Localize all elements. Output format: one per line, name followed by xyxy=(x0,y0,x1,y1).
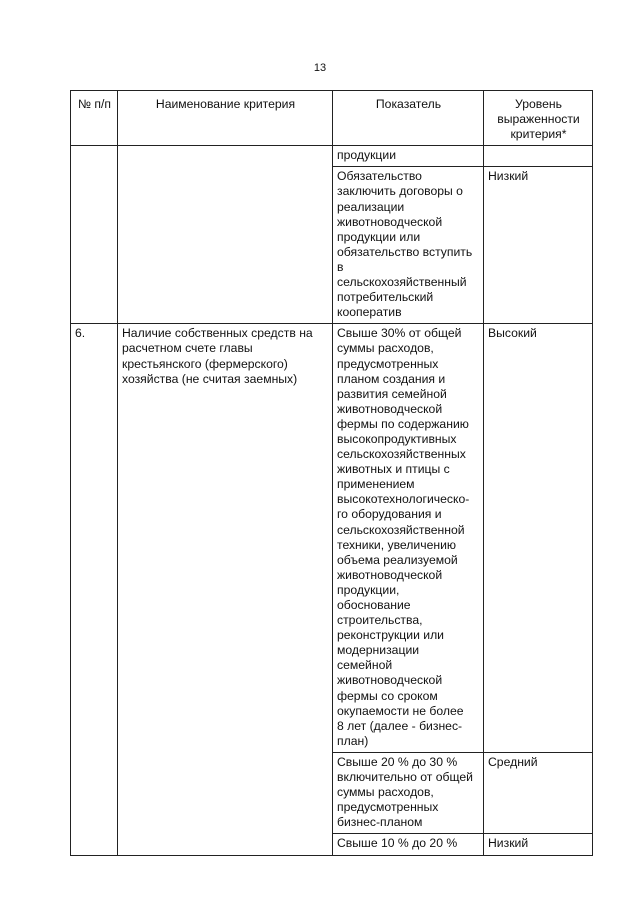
header-num: № п/п xyxy=(71,91,118,146)
text-line: применением xyxy=(337,477,415,492)
table-header-row xyxy=(71,91,593,146)
text-line: продукции, xyxy=(337,582,400,597)
header-level xyxy=(484,91,593,146)
text-line: объема реализуемой xyxy=(337,552,458,567)
text-line: животноводческой xyxy=(337,567,443,582)
text-line: продукции или xyxy=(337,229,421,244)
text-line: в xyxy=(337,259,344,274)
page-number: 13 xyxy=(313,62,327,74)
text-line: животноводческой xyxy=(337,401,443,416)
cell-num: 6. xyxy=(71,324,118,855)
text-line: фермы по содержанию xyxy=(337,416,469,431)
text-line: заключить договоры о xyxy=(337,184,463,199)
text-line: потребительский xyxy=(337,290,434,305)
cell-num-empty xyxy=(71,146,118,324)
text-line: семейной xyxy=(337,658,393,673)
header-level-line: выраженности xyxy=(497,112,580,127)
text-line: фермы со сроком xyxy=(337,688,438,703)
text-line: высокопродуктивных xyxy=(337,431,457,446)
cell-level: Высокий xyxy=(484,324,593,753)
text-line: 8 лет (далее - бизнес- xyxy=(337,718,463,733)
cell-indicator xyxy=(333,146,484,167)
cell-indicator xyxy=(333,324,484,753)
text-line: животных и птицы с xyxy=(337,462,450,477)
cell-level: Низкий xyxy=(484,167,593,324)
cell-level: Низкий xyxy=(484,834,593,855)
cell-level-empty xyxy=(484,146,593,167)
text-line: крестьянского (фермерского) xyxy=(122,356,288,371)
text-line: продукции xyxy=(337,148,397,163)
cell-indicator xyxy=(333,167,484,324)
text-line: животноводческой xyxy=(337,673,443,688)
cell-criterion-name xyxy=(118,324,333,855)
text-line: суммы расходов, xyxy=(337,785,434,800)
text-line: хозяйства (не считая заемных) xyxy=(122,371,298,386)
header-name: Наименование критерия xyxy=(118,91,333,146)
header-indicator: Показатель xyxy=(333,91,484,146)
text-line: предусмотренных xyxy=(337,356,439,371)
text-line: техники, увеличению xyxy=(337,537,457,552)
text-line: сельскохозяйственный xyxy=(337,275,467,290)
text-line: окупаемости не более xyxy=(337,703,464,718)
text-line: обоснование xyxy=(337,598,411,612)
text-line: реализации xyxy=(337,199,405,214)
text-line: планом создания и xyxy=(337,371,446,386)
text-line: развития семейной xyxy=(337,386,447,401)
text-line: план) xyxy=(337,733,369,748)
text-line: сельскохозяйственной xyxy=(337,522,465,537)
cell-indicator xyxy=(333,752,484,833)
table-row xyxy=(71,146,593,167)
text-line: Свыше 20 % до 30 % xyxy=(337,754,458,769)
criteria-table xyxy=(70,90,593,856)
text-line: Свыше 10 % до 20 % xyxy=(337,836,458,851)
text-line: предусмотренных xyxy=(337,800,439,815)
text-line: высокотехнологическо- xyxy=(337,492,470,507)
text-line: реконструкции или xyxy=(337,628,444,643)
text-line: Обязательство xyxy=(337,169,422,184)
text-line: Наличие собственных средств на xyxy=(122,326,313,341)
text-line: бизнес-планом xyxy=(337,815,423,830)
text-line: кооператив xyxy=(337,305,402,320)
text-line: суммы расходов, xyxy=(337,341,434,356)
text-line: обязательство вступить xyxy=(337,244,473,259)
cell-level: Средний xyxy=(484,752,593,833)
header-level-line: Уровень xyxy=(515,97,562,111)
table-row xyxy=(71,324,593,753)
text-line: включительно от общей xyxy=(337,770,473,785)
text-line: сельскохозяйственных xyxy=(337,447,466,462)
text-line: Свыше 30% от общей xyxy=(337,326,462,341)
cell-name-empty xyxy=(118,146,333,324)
cell-indicator xyxy=(333,834,484,855)
header-level-line: критерия* xyxy=(510,127,567,142)
text-line: расчетном счете главы xyxy=(122,341,253,356)
text-line: животноводческой xyxy=(337,214,443,229)
text-line: строительства, xyxy=(337,613,423,628)
text-line: го оборудования и xyxy=(337,507,442,522)
text-line: модернизации xyxy=(337,643,420,658)
